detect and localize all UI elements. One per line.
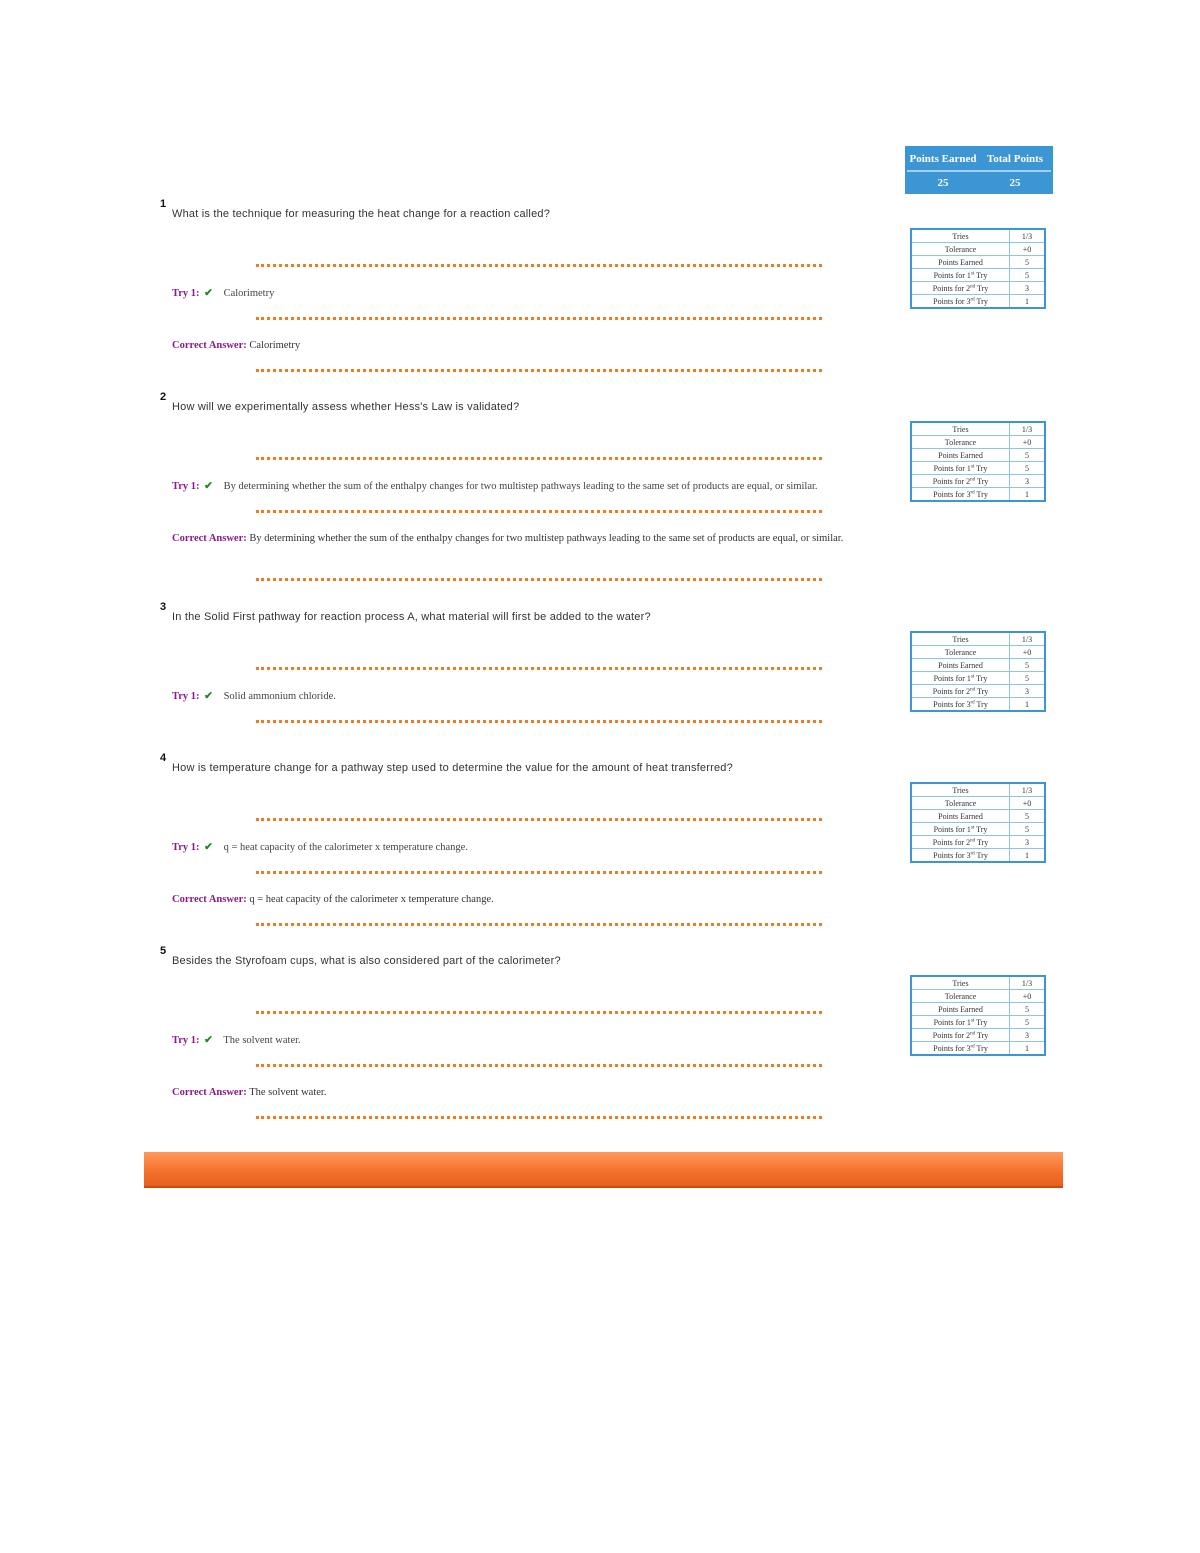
- score-label-text: Points for 3: [933, 1043, 971, 1053]
- score-table: [910, 228, 1046, 309]
- score-table: [910, 421, 1046, 502]
- score-label: Tolerance: [911, 797, 1010, 810]
- divider: [256, 871, 822, 874]
- score-label: [911, 823, 1010, 836]
- score-value: 5: [1010, 659, 1046, 672]
- score-table: [910, 975, 1046, 1056]
- divider: [256, 720, 822, 723]
- correct-label: Correct Answer:: [172, 894, 247, 905]
- ordinal-suffix: st: [970, 673, 975, 679]
- try-1-row: [172, 287, 274, 299]
- ordinal-suffix: rd: [970, 850, 975, 856]
- score-label: [911, 1029, 1010, 1042]
- score-value: 5: [1010, 810, 1046, 823]
- question-text: How is temperature change for a pathway step used to determine the value for the amount of heat transferred?: [172, 762, 733, 774]
- score-value: 1/3: [1010, 422, 1046, 436]
- points-earned-value: 25: [937, 177, 949, 189]
- score-value: 1/3: [1010, 229, 1046, 243]
- score-label: Points Earned: [911, 1003, 1010, 1016]
- correct-answer-row: [172, 531, 907, 547]
- score-label: Points Earned: [911, 810, 1010, 823]
- divider: [256, 369, 822, 372]
- ordinal-suffix: nd: [970, 283, 976, 289]
- score-label-suffix: Try: [975, 1030, 989, 1040]
- score-label-suffix: Try: [975, 476, 989, 486]
- score-value: +0: [1010, 797, 1046, 810]
- score-label: [911, 1042, 1010, 1056]
- divider: [256, 1064, 822, 1067]
- try-answer: The solvent water.: [223, 1035, 301, 1046]
- score-value: 3: [1010, 685, 1046, 698]
- divider: [256, 1116, 822, 1119]
- score-value: 3: [1010, 282, 1046, 295]
- score-value: 5: [1010, 823, 1046, 836]
- divider: [256, 923, 822, 926]
- ordinal-suffix: nd: [970, 837, 976, 843]
- score-label: Tries: [911, 976, 1010, 990]
- score-value: 1: [1010, 1042, 1046, 1056]
- ordinal-suffix: st: [970, 824, 975, 830]
- score-label-suffix: Try: [975, 837, 989, 847]
- score-label-text: Points for 1: [933, 463, 971, 473]
- score-label-suffix: Try: [974, 824, 988, 834]
- score-value: 5: [1010, 462, 1046, 475]
- question-text: Besides the Styrofoam cups, what is also considered part of the calorimeter?: [172, 955, 561, 967]
- score-label: [911, 698, 1010, 712]
- score-label: Points Earned: [911, 256, 1010, 269]
- score-label: Tries: [911, 632, 1010, 646]
- footer-bar: [144, 1152, 1063, 1188]
- score-label: [911, 1016, 1010, 1029]
- score-label-suffix: Try: [974, 270, 988, 280]
- score-value: 5: [1010, 256, 1046, 269]
- question-number: 1: [160, 198, 167, 210]
- score-label-text: Points for 3: [933, 699, 971, 709]
- try-answer: By determining whether the sum of the enthalpy changes for two multistep pathways leading to the same set of products are equal, or similar.: [223, 481, 818, 492]
- score-label-suffix: Try: [974, 850, 988, 860]
- question-text: What is the technique for measuring the heat change for a reaction called?: [172, 208, 551, 220]
- score-value: 1: [1010, 488, 1046, 502]
- question-text: How will we experimentally assess whether Hess's Law is validated?: [172, 401, 520, 413]
- score-label: [911, 269, 1010, 282]
- score-label: Tolerance: [911, 646, 1010, 659]
- score-label: Tolerance: [911, 436, 1010, 449]
- correct-answer-row: [172, 892, 907, 908]
- correct-answer-row: [172, 338, 907, 354]
- ordinal-suffix: rd: [970, 699, 975, 705]
- try-label: Try 1:: [172, 288, 200, 299]
- try-1-row: [172, 841, 468, 853]
- score-label-suffix: Try: [974, 489, 988, 499]
- divider: [256, 510, 822, 513]
- score-label: [911, 282, 1010, 295]
- score-value: +0: [1010, 243, 1046, 256]
- score-label-text: Points for 2: [932, 283, 971, 293]
- check-icon: ✔: [204, 842, 213, 853]
- divider: [256, 818, 822, 821]
- score-label-text: Points for 1: [933, 673, 971, 683]
- score-label-text: Points for 2: [932, 476, 971, 486]
- try-label: Try 1:: [172, 1035, 200, 1046]
- question-number: 5: [160, 945, 167, 957]
- score-label: [911, 672, 1010, 685]
- score-value: 3: [1010, 1029, 1046, 1042]
- check-icon: ✔: [204, 481, 213, 492]
- try-1-row: [172, 690, 336, 702]
- divider: [256, 667, 822, 670]
- score-label-suffix: Try: [974, 463, 988, 473]
- score-label-text: Points for 3: [933, 296, 971, 306]
- divider: [256, 317, 822, 320]
- score-value: 1: [1010, 849, 1046, 863]
- question-number: 4: [160, 752, 167, 764]
- ordinal-suffix: st: [970, 270, 975, 276]
- score-label-text: Points for 2: [932, 1030, 971, 1040]
- correct-label: Correct Answer:: [172, 533, 247, 544]
- check-icon: ✔: [204, 1035, 213, 1046]
- check-icon: ✔: [204, 288, 213, 299]
- score-label: [911, 462, 1010, 475]
- score-label-suffix: Try: [974, 1017, 988, 1027]
- score-label-text: Points for 1: [933, 270, 971, 280]
- question-text: In the Solid First pathway for reaction process A, what material will first be added to the water?: [172, 611, 651, 623]
- score-value: +0: [1010, 646, 1046, 659]
- score-label: Tolerance: [911, 990, 1010, 1003]
- score-label-suffix: Try: [974, 673, 988, 683]
- score-label-suffix: Try: [975, 686, 989, 696]
- score-value: 1: [1010, 698, 1046, 712]
- score-label-text: Points for 2: [932, 686, 971, 696]
- score-value: +0: [1010, 990, 1046, 1003]
- ordinal-suffix: rd: [970, 489, 975, 495]
- score-label-text: Points for 1: [933, 1017, 971, 1027]
- score-label: [911, 685, 1010, 698]
- score-label: [911, 475, 1010, 488]
- question-number: 3: [160, 601, 167, 613]
- correct-answer: By determining whether the sum of the enthalpy changes for two multistep pathways leading to the same set of products are equal, or similar.: [249, 533, 844, 544]
- try-label: Try 1:: [172, 481, 200, 492]
- ordinal-suffix: st: [970, 463, 975, 469]
- try-answer: Calorimetry: [223, 288, 275, 299]
- correct-answer-row: [172, 1085, 907, 1101]
- try-label: Try 1:: [172, 691, 200, 702]
- correct-label: Correct Answer:: [172, 1087, 247, 1098]
- score-label: [911, 836, 1010, 849]
- score-value: +0: [1010, 436, 1046, 449]
- divider: [256, 578, 822, 581]
- score-value: 5: [1010, 449, 1046, 462]
- score-table: [910, 631, 1046, 712]
- ordinal-suffix: nd: [970, 1030, 976, 1036]
- score-value: 1/3: [1010, 632, 1046, 646]
- score-value: 1/3: [1010, 783, 1046, 797]
- score-label: Tries: [911, 422, 1010, 436]
- ordinal-suffix: st: [970, 1017, 975, 1023]
- score-label-text: Points for 3: [933, 850, 971, 860]
- score-label-suffix: Try: [974, 699, 988, 709]
- score-label-text: Points for 2: [932, 837, 971, 847]
- ordinal-suffix: nd: [970, 686, 976, 692]
- total-points-header: Total Points: [986, 153, 1044, 165]
- try-label: Try 1:: [172, 842, 200, 853]
- score-label: Points Earned: [911, 659, 1010, 672]
- points-summary: [905, 146, 1053, 194]
- try-1-row: [172, 480, 818, 492]
- points-earned-header: Points Earned: [909, 153, 977, 165]
- score-value: 3: [1010, 475, 1046, 488]
- score-value: 5: [1010, 1003, 1046, 1016]
- score-label: [911, 488, 1010, 502]
- try-1-row: [172, 1034, 301, 1046]
- score-label: Tries: [911, 229, 1010, 243]
- ordinal-suffix: rd: [970, 296, 975, 302]
- score-label-text: Points for 3: [933, 489, 971, 499]
- score-label-suffix: Try: [974, 1043, 988, 1053]
- score-label: Points Earned: [911, 449, 1010, 462]
- score-label: [911, 849, 1010, 863]
- score-value: 5: [1010, 269, 1046, 282]
- score-label: Tries: [911, 783, 1010, 797]
- correct-answer: q = heat capacity of the calorimeter x temperature change.: [249, 894, 494, 905]
- total-points-value: 25: [1009, 177, 1021, 189]
- ordinal-suffix: rd: [970, 1043, 975, 1049]
- question-number: 2: [160, 391, 167, 403]
- score-value: 5: [1010, 672, 1046, 685]
- score-label: Tolerance: [911, 243, 1010, 256]
- score-label-suffix: Try: [974, 296, 988, 306]
- correct-answer: Calorimetry: [249, 340, 301, 351]
- score-label-suffix: Try: [975, 283, 989, 293]
- divider: [256, 1011, 822, 1014]
- score-label-text: Points for 1: [933, 824, 971, 834]
- divider: [256, 264, 822, 267]
- correct-answer: The solvent water.: [249, 1087, 327, 1098]
- score-value: 1/3: [1010, 976, 1046, 990]
- divider: [256, 457, 822, 460]
- score-table: [910, 782, 1046, 863]
- ordinal-suffix: nd: [970, 476, 976, 482]
- try-answer: Solid ammonium chloride.: [223, 691, 336, 702]
- check-icon: ✔: [204, 691, 213, 702]
- score-value: 5: [1010, 1016, 1046, 1029]
- score-value: 1: [1010, 295, 1046, 309]
- score-value: 3: [1010, 836, 1046, 849]
- score-label: [911, 295, 1010, 309]
- correct-label: Correct Answer:: [172, 340, 247, 351]
- try-answer: q = heat capacity of the calorimeter x temperature change.: [223, 842, 468, 853]
